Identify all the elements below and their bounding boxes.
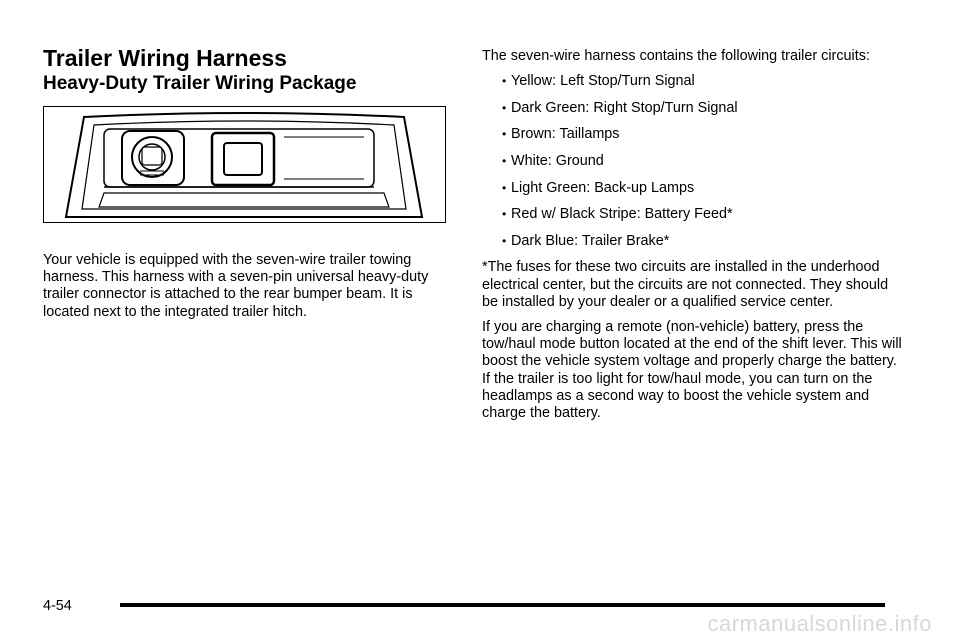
list-item [482, 100, 902, 117]
circuits-intro: The seven-wire harness contains the following trailer circuits: [482, 48, 870, 64]
list-item [482, 126, 902, 143]
list-item-label: Brown: Taillamps [511, 126, 620, 143]
watermark-text: carmanualsonline.info [707, 611, 932, 636]
list-item-label: Light Green: Back-up Lamps [511, 179, 695, 196]
section-subtitle: Heavy-Duty Trailer Wiring Package [43, 73, 357, 94]
bullet-icon: • [502, 180, 507, 195]
left-column [43, 44, 453, 321]
list-item [482, 233, 902, 250]
bullet-icon: • [502, 100, 507, 115]
list-item [482, 153, 902, 170]
connector-drawing [44, 107, 445, 222]
bullet-icon: • [502, 74, 507, 89]
list-item-label: Dark Green: Right Stop/Turn Signal [511, 99, 738, 116]
footer-divider [120, 603, 885, 607]
list-item [482, 206, 902, 223]
page-title: Trailer Wiring Harness [43, 45, 287, 71]
fuse-note-paragraph: *The fuses for these two circuits are installed in the underhood electrical center, but the circuits are not connected. They should be installed by your dealer or a qualified service center. [482, 259, 889, 310]
list-item-label: Dark Blue: Trailer Brake* [511, 232, 670, 249]
circuit-list [482, 73, 902, 250]
battery-charging-paragraph: If you are charging a remote (non-vehicle) battery, press the tow/haul mode button located at the end of the shift lever. This will boost the vehicle system voltage and properly charge the battery. If the trailer is too light for tow/haul mode, you can turn on the headlamps as a second way to boost the vehicle system and charge the battery. [482, 318, 902, 421]
bullet-icon: • [502, 127, 507, 142]
intro-paragraph: Your vehicle is equipped with the seven-wire trailer towing harness. This harness with a seven-pin universal heavy-duty trailer connector is attached to the rear bumper beam. It is located next to the integrated trailer hitch. [43, 252, 429, 320]
list-item-label: Red w/ Black Stripe: Battery Feed* [511, 206, 733, 223]
bullet-icon: • [502, 153, 507, 168]
trailer-connector-illustration [43, 106, 446, 223]
right-column [482, 48, 902, 430]
bullet-icon: • [502, 233, 507, 248]
list-item-label: White: Ground [511, 152, 604, 169]
list-item [482, 180, 902, 197]
list-item [482, 73, 902, 90]
list-item-label: Yellow: Left Stop/Turn Signal [511, 73, 695, 90]
bullet-icon: • [502, 207, 507, 222]
page-number: 4-54 [43, 598, 72, 614]
